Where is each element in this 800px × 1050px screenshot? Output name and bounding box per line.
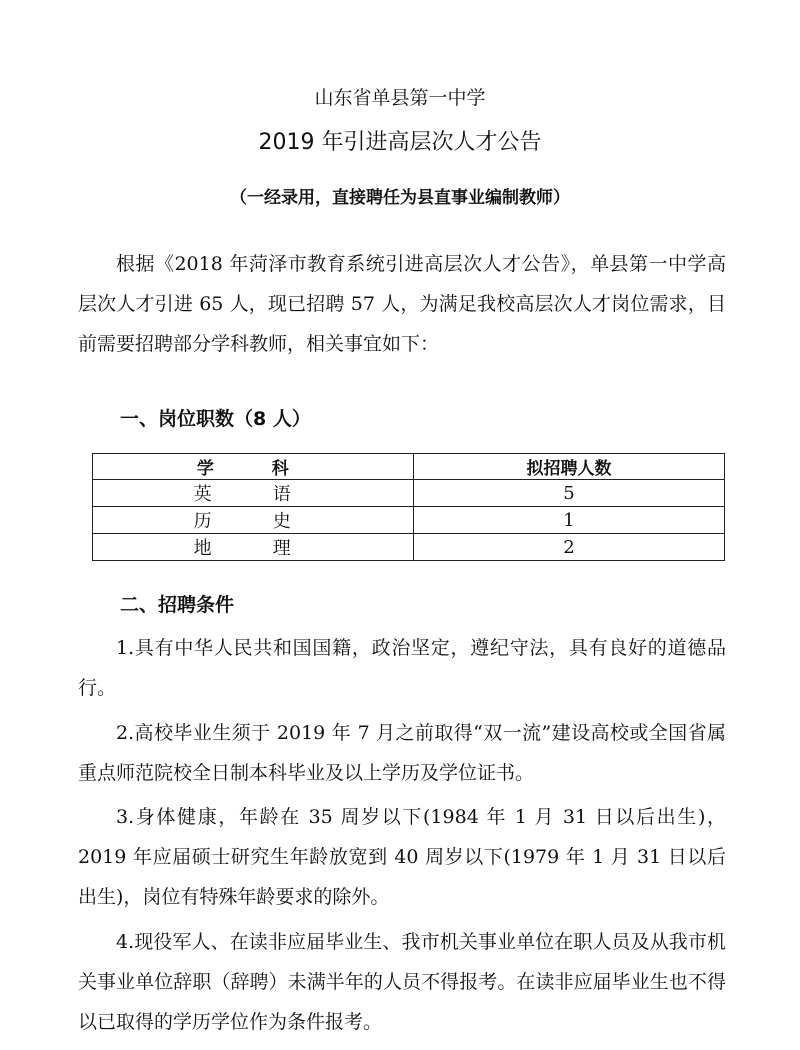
intro-paragraph: 根据《2018 年菏泽市教育系统引进高层次人才公告》，单县第一中学高层次人才引进 65 人，现已招聘 57 人，为满足我校高层次人才岗位需求，目前需要招聘部分学科教师，相关事宜如下： [78,253,726,355]
table-cell-subject: 历 史 [93,507,414,534]
positions-table [92,453,725,561]
condition-item-3: 3.身体健康，年龄在 35 周岁以下(1984 年 1 月 31 日以后出生)，2019 年应届硕士研究生年龄放宽到 40 周岁以下(1979 年 1 月 31 日以后出生)，岗位有特殊年龄要求的除外。 [78,806,726,908]
table-cell-count: 2 [414,534,725,561]
table-cell-subject: 英 语 [93,480,414,507]
section1-heading: 一、岗位职数（8 人） [120,408,311,430]
section2-heading: 二、招聘条件 [120,594,235,616]
table-row [93,480,725,507]
table-row [93,534,725,561]
condition-item-4: 4.现役军人、在读非应届毕业生、我市机关事业单位在职人员及从我市机关事业单位辞职（辞聘）未满半年的人员不得报考。在读非应届毕业生也不得以已取得的学历学位作为条件报考。 [78,931,726,1033]
condition-item-1: 1.具有中华人民共和国国籍，政治坚定，遵纪守法，具有良好的道德品行。 [78,637,726,699]
table-header-row [93,454,725,480]
condition-item-2: 2.高校毕业生须于 2019 年 7 月之前取得“双一流”建设高校或全国省属重点师范院校全日制本科毕业及以上学历及学位证书。 [78,722,726,784]
table-cell-subject: 地 理 [93,534,414,561]
table-header-count: 拟招聘人数 [414,454,725,480]
table-header-subject: 学 科 [93,454,414,480]
table-cell-count: 1 [414,507,725,534]
school-name: 山东省单县第一中学 [314,87,486,109]
announcement-subtitle: （一经录用，直接聘任为县直事业编制教师） [230,188,570,208]
table-row [93,507,725,534]
announcement-title: 2019 年引进高层次人才公告 [258,130,542,155]
table-cell-count: 5 [414,480,725,507]
